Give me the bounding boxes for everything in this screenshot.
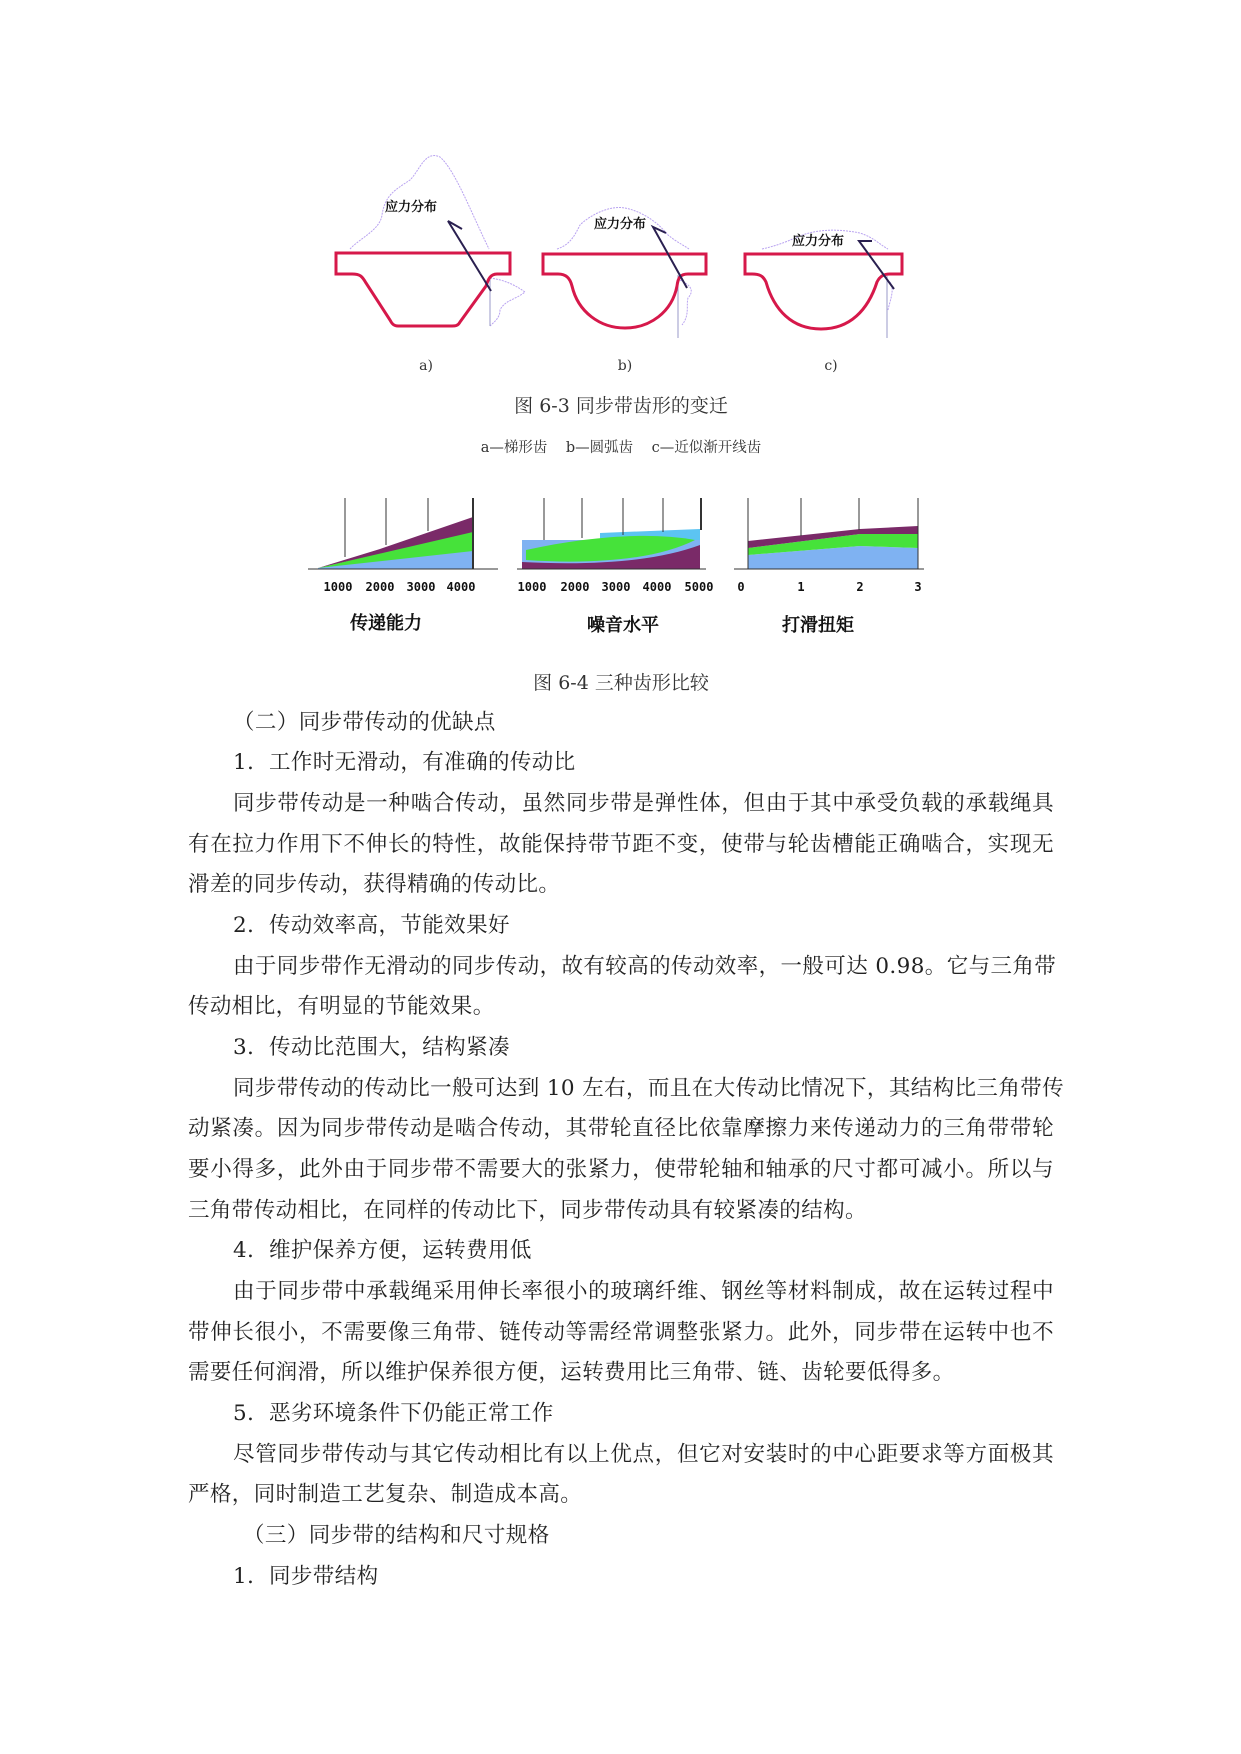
belt-tooth-outline [543,254,706,328]
tick-label: 0 [737,580,745,594]
tick-label: 1 [797,580,805,594]
stress-label: 应力分布 [594,217,647,232]
subheading: 3．传动比范围大，结构紧凑 [233,1035,510,1060]
pointer-arrow [653,227,687,288]
paragraph-line: 同步带传动的传动比一般可达到 10 左右，而且在大传动比情况下，其结构比三角带传 [233,1076,1065,1101]
trapezoidal-tooth-diagram [336,156,525,326]
subheading: 5．恶劣环境条件下仍能正常工作 [233,1401,554,1426]
tick-label: 4000 [642,580,672,594]
tick-label: 2000 [365,580,395,594]
chart-slip-torque [734,498,924,636]
paragraph-line: 动紧凑。因为同步带传动是啮合传动，其带轮直径比依靠摩擦力来传递动力的三角带带轮 [188,1116,1054,1141]
paragraph-line: 传动相比，有明显的节能效果。 [188,994,495,1019]
arc-tooth-diagram [543,207,706,338]
paragraph-line: 由于同步带中承载绳采用伸长率很小的玻璃纤维、钢丝等材料制成，故在运转过程中 [233,1279,1054,1304]
stress-label: 应力分布 [792,234,845,249]
figures [0,0,1241,700]
tick-label: 3 [914,580,922,594]
paragraph-line: 同步带传动是一种啮合传动，虽然同步带是弹性体，但由于其中承受负载的承载绳具 [233,791,1054,816]
belt-tooth-outline [745,254,902,329]
tick-label: 4000 [446,580,476,594]
subheading: 2．传动效率高，节能效果好 [233,913,510,938]
pointer-arrow [448,221,491,291]
tick-label: 1000 [323,580,353,594]
chart-noise-level [517,498,713,636]
tick-label: 5000 [684,580,714,594]
figure-6-3 [336,156,902,456]
subheading: 1．同步带结构 [233,1564,379,1589]
paragraph-line: 需要任何润滑，所以维护保养很方便，运转费用比三角带、链、齿轮要低得多。 [188,1360,955,1385]
chart-transmission-capacity [308,498,498,634]
section-heading: （三）同步带的结构和尺寸规格 [243,1523,550,1548]
paragraph-line: 由于同步带作无滑动的同步传动，故有较高的传动效率，一般可达 0.98。它与三角带 [233,954,1057,979]
tick-label: 2 [856,580,864,594]
paragraph-line: 三角带传动相比，在同样的传动比下，同步带传动具有较紧凑的结构。 [188,1198,867,1223]
tick-label: 2000 [560,580,590,594]
tick-label: 3000 [601,580,631,594]
panel-label-b: b) [617,358,633,374]
paragraph-line: 要小得多，此外由于同步带不需要大的张紧力，使带轮轴和轴承的尺寸都可减小。所以与 [188,1157,1054,1182]
figure-caption: 图 6-3 同步带齿形的变迁 [514,395,728,417]
paragraph-line: 尽管同步带传动与其它传动相比有以上优点，但它对安装时的中心距要求等方面极其 [233,1442,1054,1467]
chart-title: 打滑扭矩 [782,615,854,636]
figure-6-4 [308,498,924,694]
subheading: 1．工作时无滑动，有准确的传动比 [233,750,576,775]
subheading: 4．维护保养方便，运转费用低 [233,1238,532,1263]
tick-label: 3000 [406,580,436,594]
paragraph-line: 有在拉力作用下不伸长的特性，故能保持带节距不变，使带与轮齿槽能正确啮合，实现无 [188,832,1054,857]
belt-tooth-outline [336,253,510,326]
panel-label-a: a) [419,358,433,374]
paragraph-line: 严格，同时制造工艺复杂、制造成本高。 [188,1482,583,1507]
figure-legend: a—梯形齿 b—圆弧齿 c—近似渐开线齿 [480,440,762,456]
paragraph-line: 带伸长很小，不需要像三角带、链传动等需经常调整张紧力。此外，同步带在运转中也不 [188,1320,1054,1345]
panel-label-c: c) [824,358,838,374]
paragraph-line: 滑差的同步传动，获得精确的传动比。 [188,872,561,897]
stress-label: 应力分布 [385,200,438,215]
section-heading: （二）同步带传动的优缺点 [233,710,496,735]
involute-tooth-diagram [745,230,902,338]
stress-distribution-curve [490,278,525,326]
tick-label: 1000 [517,580,547,594]
figure-caption: 图 6-4 三种齿形比较 [533,672,709,694]
chart-title: 传递能力 [350,613,422,634]
chart-title: 噪音水平 [587,615,659,636]
